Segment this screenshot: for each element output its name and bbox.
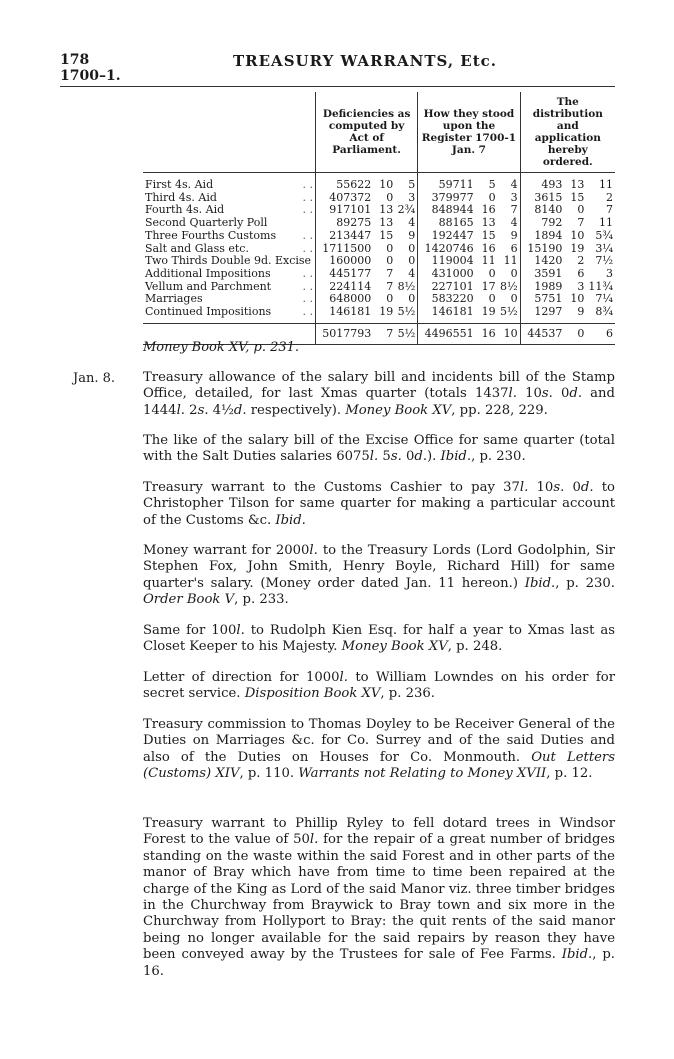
row-label: Three Fourths Customs . . [145, 228, 313, 242]
register-pounds: 146181 [418, 306, 476, 323]
deficiency-pence: 4 [408, 216, 416, 230]
distribution-pounds: 493 [520, 173, 564, 192]
col-deficiencies-head: Deficiencies as computed by Act of Parliament. [316, 92, 418, 173]
distribution-pounds: 5751 [520, 293, 564, 306]
entry-customs-cashier: Treasury warrant to the Customs Cashier to pay 37l. 10s. 0d. to Christopher Tilson for same quarter for making a particular account of the Customs &c. Ibid. [143, 480, 615, 528]
register-shillings: 5 [488, 178, 496, 191]
entry-date: Jan. 8. [73, 371, 116, 386]
row-label: Marriages . . [145, 292, 313, 306]
row-label: Continued Impositions . . [145, 305, 313, 319]
deficiency-pence: 9 [408, 228, 416, 242]
register-pence: 4 [510, 216, 518, 230]
row-label: Two Thirds Double 9d. Excise [145, 254, 312, 268]
running-head: TREASURY WARRANTS, Etc. [233, 52, 497, 70]
distribution-shillings: 7 [577, 216, 585, 230]
deficiency-pounds: 1711500 [316, 243, 374, 256]
entry-text: Treasury allowance of the salary bill and incidents bill of the Stamp Office, detailed, for last Xmas quarter (totals 1437l. 10s. 0d. and 1444l. 2s. 4½d. respectively). Money Book XV, pp. 228, 229. [143, 370, 615, 418]
deficiency-pounds: 407372 [316, 192, 374, 205]
entry-excise-office: The like of the salary bill of the Excise Office for same quarter (total with the Salt Duties salaries 6075l. 5s. 0d.). Ibid., p. 230. [143, 433, 615, 465]
deficiency-pence: 0 [408, 254, 416, 268]
distribution-shillings: 0 [577, 203, 585, 217]
register-pence: 9 [510, 228, 518, 242]
entry-secret-service: Letter of direction for 1000l. to William Lowndes on his order for secret service. Disposition Book XV, p. 236. [143, 670, 615, 702]
deficiency-shillings: 10 [379, 178, 394, 191]
entry-windsor-forest: Treasury warrant to Phillip Ryley to fell dotard trees in Windsor Forest to the value of 50l. for the repair of a great number of bridges standing on the waste within the said Forest and in other parts of the manor of Bray which have from time to time been repaired at the charge of the King as Lord of the said Manor viz. three timber bridges in the Churchway from Braywick to Bray town and six more in the Churchway from Hollyport to Bray: the quit rents of the said manor being no longer available for the said repairs by reason they have been conveyed away by the Trustees for sale of Fee Farms. Ibid., p. 16. [143, 816, 615, 979]
distribution-pence: 8¾ [595, 305, 613, 319]
register-pounds: 119004 [418, 255, 476, 268]
register-shillings: 0 [488, 266, 496, 280]
accounts-table [143, 92, 615, 345]
row-label: Third 4s. Aid . . [145, 190, 313, 204]
register-pounds: 431000 [418, 268, 476, 281]
year-heading: 1700–1. [60, 68, 121, 84]
register-pounds: 192447 [418, 230, 476, 243]
deficiency-shillings: 0 [386, 241, 394, 255]
deficiency-shillings: 0 [386, 292, 394, 306]
register-shillings: 15 [481, 228, 496, 242]
row-label: Salt and Glass etc. . . [145, 241, 313, 255]
deficiency-shillings: 19 [379, 305, 394, 319]
deficiency-shillings: 7 [386, 266, 394, 280]
register-shillings: 0 [488, 190, 496, 204]
deficiency-pence: 0 [408, 241, 416, 255]
total-register-shillings: 16 [476, 323, 498, 345]
total-deficiency-shillings: 7 [373, 323, 395, 345]
distribution-pounds: 1297 [520, 306, 564, 323]
register-shillings: 11 [481, 254, 496, 268]
deficiency-pounds: 648000 [316, 293, 374, 306]
deficiency-pounds: 213447 [316, 230, 374, 243]
distribution-pence: 5¾ [595, 228, 613, 242]
distribution-shillings: 10 [570, 228, 585, 242]
register-pence: 3 [510, 190, 518, 204]
table-row [143, 173, 615, 192]
col-distribution-head: The distribution and application hereby ordered. [520, 92, 615, 173]
distribution-pence: 7½ [595, 254, 613, 268]
row-label: Second Quarterly Poll [145, 216, 268, 230]
register-pence: 0 [510, 266, 518, 280]
register-pence: 8½ [499, 279, 518, 293]
deficiency-shillings: 0 [386, 254, 394, 268]
distribution-pence: 11 [599, 178, 613, 191]
col-register-head: How they stood upon the Register 1700-1 Jan. 7 [418, 92, 520, 173]
deficiency-pence: 8½ [397, 279, 416, 293]
total-deficiency-pounds: 5017793 [316, 323, 374, 345]
total-distribution-pounds: 44537 [520, 323, 564, 345]
table-caption: Money Book XV, p. 231. [143, 340, 300, 355]
distribution-pence: 7 [606, 203, 613, 217]
distribution-shillings: 2 [577, 254, 585, 268]
deficiency-pounds: 445177 [316, 268, 374, 281]
register-pence: 5½ [499, 305, 518, 319]
deficiency-shillings: 13 [379, 203, 394, 217]
deficiency-pounds: 917101 [316, 204, 374, 217]
register-pounds: 88165 [418, 217, 476, 230]
label-column-head [143, 92, 316, 173]
distribution-pounds: 1894 [520, 230, 564, 243]
register-pounds: 227101 [418, 281, 476, 294]
register-pounds: 583220 [418, 293, 476, 306]
register-pence: 4 [510, 178, 518, 191]
deficiency-pence: 2¾ [397, 203, 416, 217]
row-label: Fourth 4s. Aid . . [145, 203, 313, 217]
deficiency-pounds: 89275 [316, 217, 374, 230]
distribution-pounds: 3591 [520, 268, 564, 281]
deficiency-shillings: 15 [379, 228, 394, 242]
distribution-shillings: 6 [577, 266, 585, 280]
total-register-pounds: 4496551 [418, 323, 476, 345]
register-shillings: 13 [481, 216, 496, 230]
entry-doyley-commission: Treasury commission to Thomas Doyley to be Receiver General of the Duties on Marriages &c. for Co. Surrey and of the said Duties and also of the Duties on Houses for Co. Monmouth. Out Letters (Customs) XIV, p. 110. Warrants not Relating to Money XVII, p. 12. [143, 717, 615, 782]
distribution-pounds: 3615 [520, 192, 564, 205]
deficiency-pounds: 146181 [316, 306, 374, 323]
register-pence: 0 [510, 292, 518, 306]
page-number: 178 [60, 52, 90, 68]
distribution-pence: 3 [606, 266, 613, 280]
table-row [143, 306, 615, 323]
register-pence: 6 [510, 241, 518, 255]
register-pounds: 379977 [418, 192, 476, 205]
distribution-pence: 2 [606, 190, 613, 204]
distribution-shillings: 15 [570, 190, 585, 204]
register-shillings: 16 [481, 203, 496, 217]
header-rule [60, 86, 615, 87]
register-pence: 7 [510, 203, 518, 217]
deficiency-shillings: 7 [386, 279, 394, 293]
deficiency-pounds: 55622 [316, 173, 374, 192]
row-label: Vellum and Parchment . . [145, 279, 313, 293]
row-label: First 4s. Aid . . [145, 178, 313, 191]
register-pounds: 848944 [418, 204, 476, 217]
distribution-pence: 11 [599, 216, 613, 230]
total-register-pence: 10 [498, 323, 521, 345]
deficiency-pence: 4 [408, 266, 416, 280]
register-shillings: 17 [481, 279, 496, 293]
distribution-pounds: 1989 [520, 281, 564, 294]
deficiency-shillings: 0 [386, 190, 394, 204]
distribution-pence: 3¼ [595, 241, 613, 255]
total-distribution-shillings: 0 [564, 323, 586, 345]
distribution-shillings: 13 [570, 178, 585, 191]
distribution-pence: 7¼ [595, 292, 613, 306]
deficiency-pence: 3 [408, 190, 416, 204]
register-shillings: 19 [481, 305, 496, 319]
total-distribution-pence: 6 [586, 323, 615, 345]
register-shillings: 16 [481, 241, 496, 255]
deficiency-shillings: 13 [379, 216, 394, 230]
deficiency-pence: 0 [408, 292, 416, 306]
deficiency-pounds: 224114 [316, 281, 374, 294]
distribution-pence: 11¾ [588, 279, 613, 293]
distribution-shillings: 9 [577, 305, 585, 319]
deficiency-pence: 5½ [397, 305, 416, 319]
entry-treasury-lords: Money warrant for 2000l. to the Treasury Lords (Lord Godolphin, Sir Stephen Fox, John Smith, Henry Boyle, Richard Hill) for same quarter's salary. (Money order dated Jan. 11 hereon.) Ibid., p. 230. Order Book V, p. 233. [143, 543, 615, 608]
register-pounds: 59711 [418, 173, 476, 192]
register-pounds: 1420746 [418, 243, 476, 256]
table-body [143, 173, 615, 345]
distribution-shillings: 19 [570, 241, 585, 255]
distribution-shillings: 3 [577, 279, 585, 293]
deficiency-pence: 5 [408, 178, 416, 191]
deficiency-pounds: 160000 [316, 255, 374, 268]
distribution-pounds: 1420 [520, 255, 564, 268]
total-deficiency-pence: 5½ [395, 323, 418, 345]
entry-stamp-office [143, 370, 615, 419]
row-label: Additional Impositions . . [145, 266, 313, 280]
distribution-shillings: 10 [570, 292, 585, 306]
distribution-pounds: 15190 [520, 243, 564, 256]
register-shillings: 0 [488, 292, 496, 306]
distribution-pounds: 8140 [520, 204, 564, 217]
distribution-pounds: 792 [520, 217, 564, 230]
register-pence: 11 [503, 254, 518, 268]
entry-closet-keeper: Same for 100l. to Rudolph Kien Esq. for half a year to Xmas last as Closet Keeper to his Majesty. Money Book XV, p. 248. [143, 623, 615, 655]
